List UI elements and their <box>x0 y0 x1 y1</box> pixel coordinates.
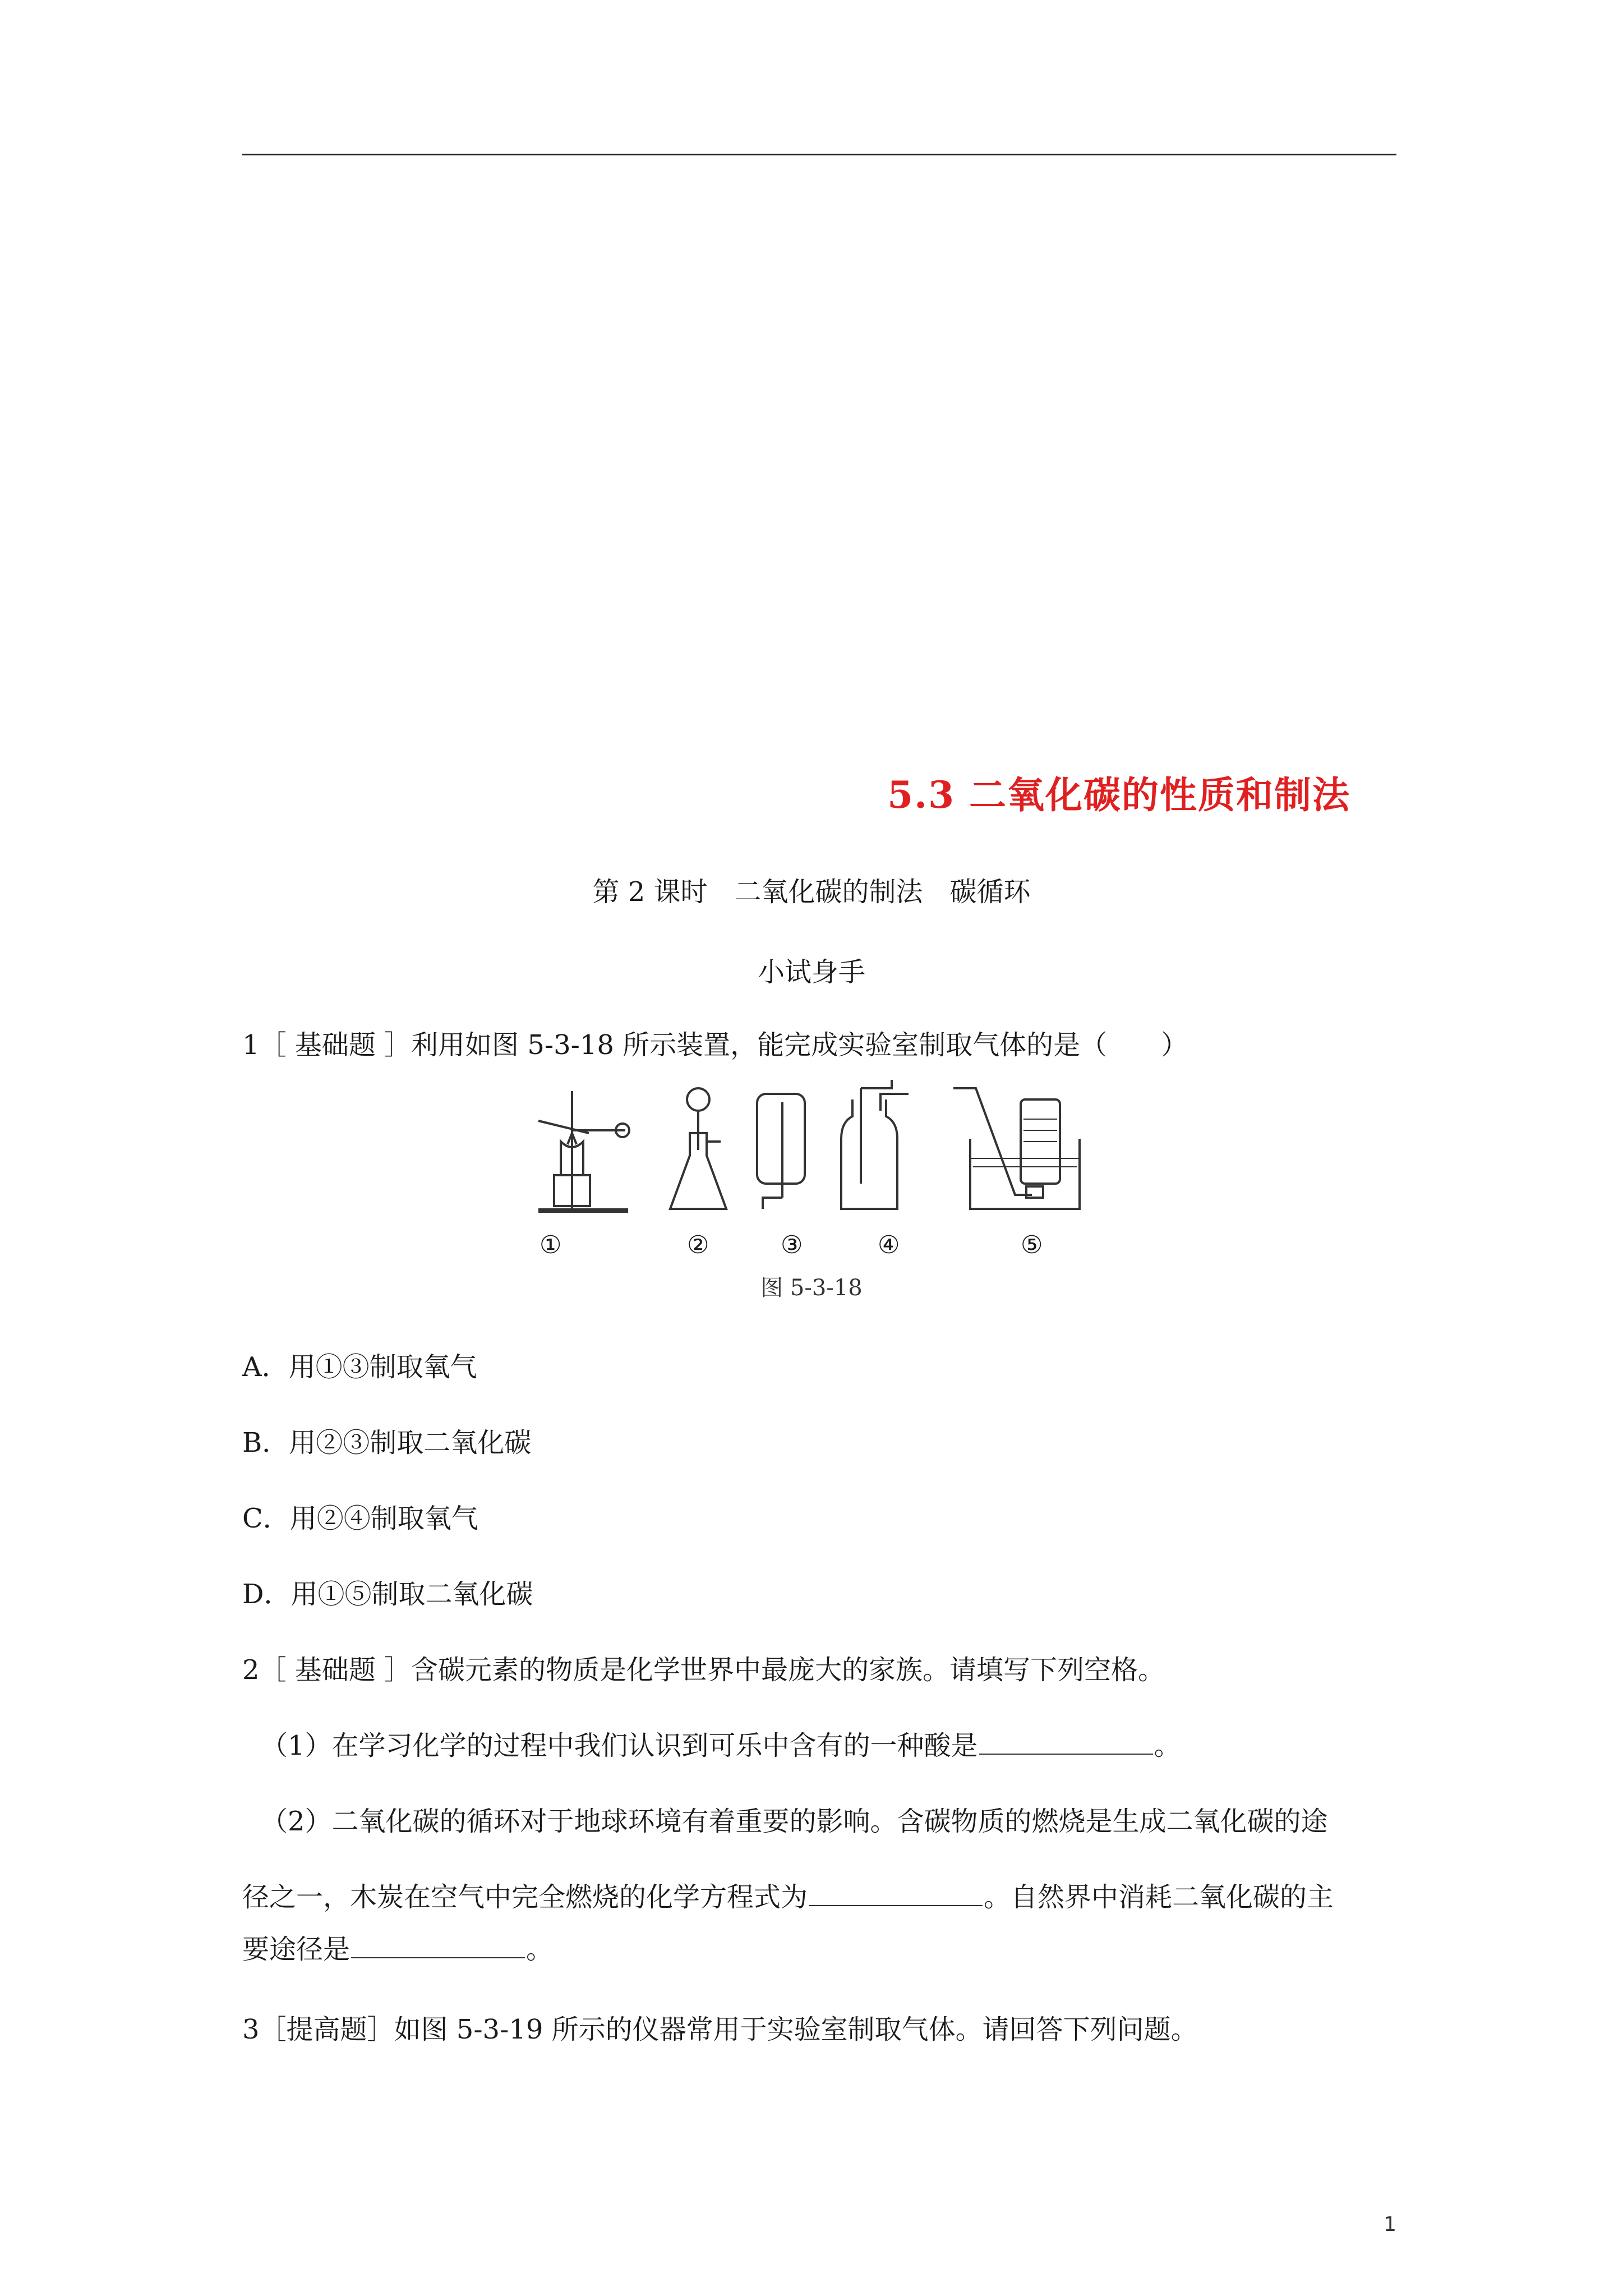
q2-p1-text: （1）在学习化学的过程中我们认识到可乐中含有的一种酸是 <box>261 1730 978 1761</box>
figure-label-2: ② <box>687 1231 709 1259</box>
option-d: D．用①⑤制取二氧化碳 <box>242 1579 533 1610</box>
figure-label-1: ① <box>540 1231 562 1259</box>
figure-label-5: ⑤ <box>1021 1231 1043 1259</box>
apparatus-4-wash-bottle <box>841 1080 909 1209</box>
option-a: A．用①③制取氧气 <box>242 1351 477 1383</box>
question-2-part-2-line-2 <box>242 1878 1334 1917</box>
option-c: C．用②④制取氧气 <box>242 1503 478 1534</box>
question-2-part-1 <box>261 1726 1181 1765</box>
apparatus-3-gas-jar <box>757 1094 805 1209</box>
answer-blank[interactable] <box>809 1879 983 1906</box>
apparatus-1-heating-setup <box>538 1091 629 1211</box>
header-rule <box>242 154 1396 155</box>
figure-caption: 图 5-3-18 <box>760 1275 863 1301</box>
apparatus-figure <box>527 1077 1088 1268</box>
option-b: B．用②③制取二氧化碳 <box>242 1427 532 1458</box>
q2-p2-text-a: 径之一，木炭在空气中完全燃烧的化学方程式为 <box>242 1881 808 1913</box>
apparatus-5-water-trough <box>953 1088 1080 1209</box>
answer-blank[interactable] <box>979 1728 1153 1755</box>
figure-label-4: ④ <box>878 1231 900 1259</box>
answer-blank[interactable] <box>351 1931 525 1958</box>
question-2-part-2-line-1: （2）二氧化碳的循环对于地球环境有着重要的影响。含碳物质的燃烧是生成二氧化碳的途 <box>261 1806 1328 1837</box>
q2-p1-end: 。 <box>1154 1730 1181 1761</box>
page-title: 5.3 二氧化碳的性质和制法 <box>887 773 1350 817</box>
question-2-part-2-line-3 <box>242 1930 553 1969</box>
q2-p2-text-b: 。自然界中消耗二氧化碳的主 <box>984 1881 1334 1913</box>
lesson-subtitle: 第 2 课时 二氧化碳的制法 碳循环 <box>592 876 1031 908</box>
question-1-stem: 1［ 基础题 ］利用如图 5-3-18 所示装置，能完成实验室制取气体的是（ ） <box>242 1029 1188 1061</box>
section-heading: 小试身手 <box>757 956 865 988</box>
figure-label-3: ③ <box>781 1231 803 1259</box>
apparatus-2-flask-funnel <box>670 1088 726 1209</box>
question-2-stem: 2［ 基础题 ］含碳元素的物质是化学世界中最庞大的家族。请填写下列空格。 <box>242 1654 1165 1686</box>
page-number: 1 <box>1384 2213 1396 2236</box>
question-3-stem: 3［提高题］如图 5-3-19 所示的仪器常用于实验室制取气体。请回答下列问题。 <box>242 2014 1198 2045</box>
q2-p2-text-c: 要途径是 <box>242 1934 351 1965</box>
q2-p2-text-d: 。 <box>526 1934 554 1965</box>
